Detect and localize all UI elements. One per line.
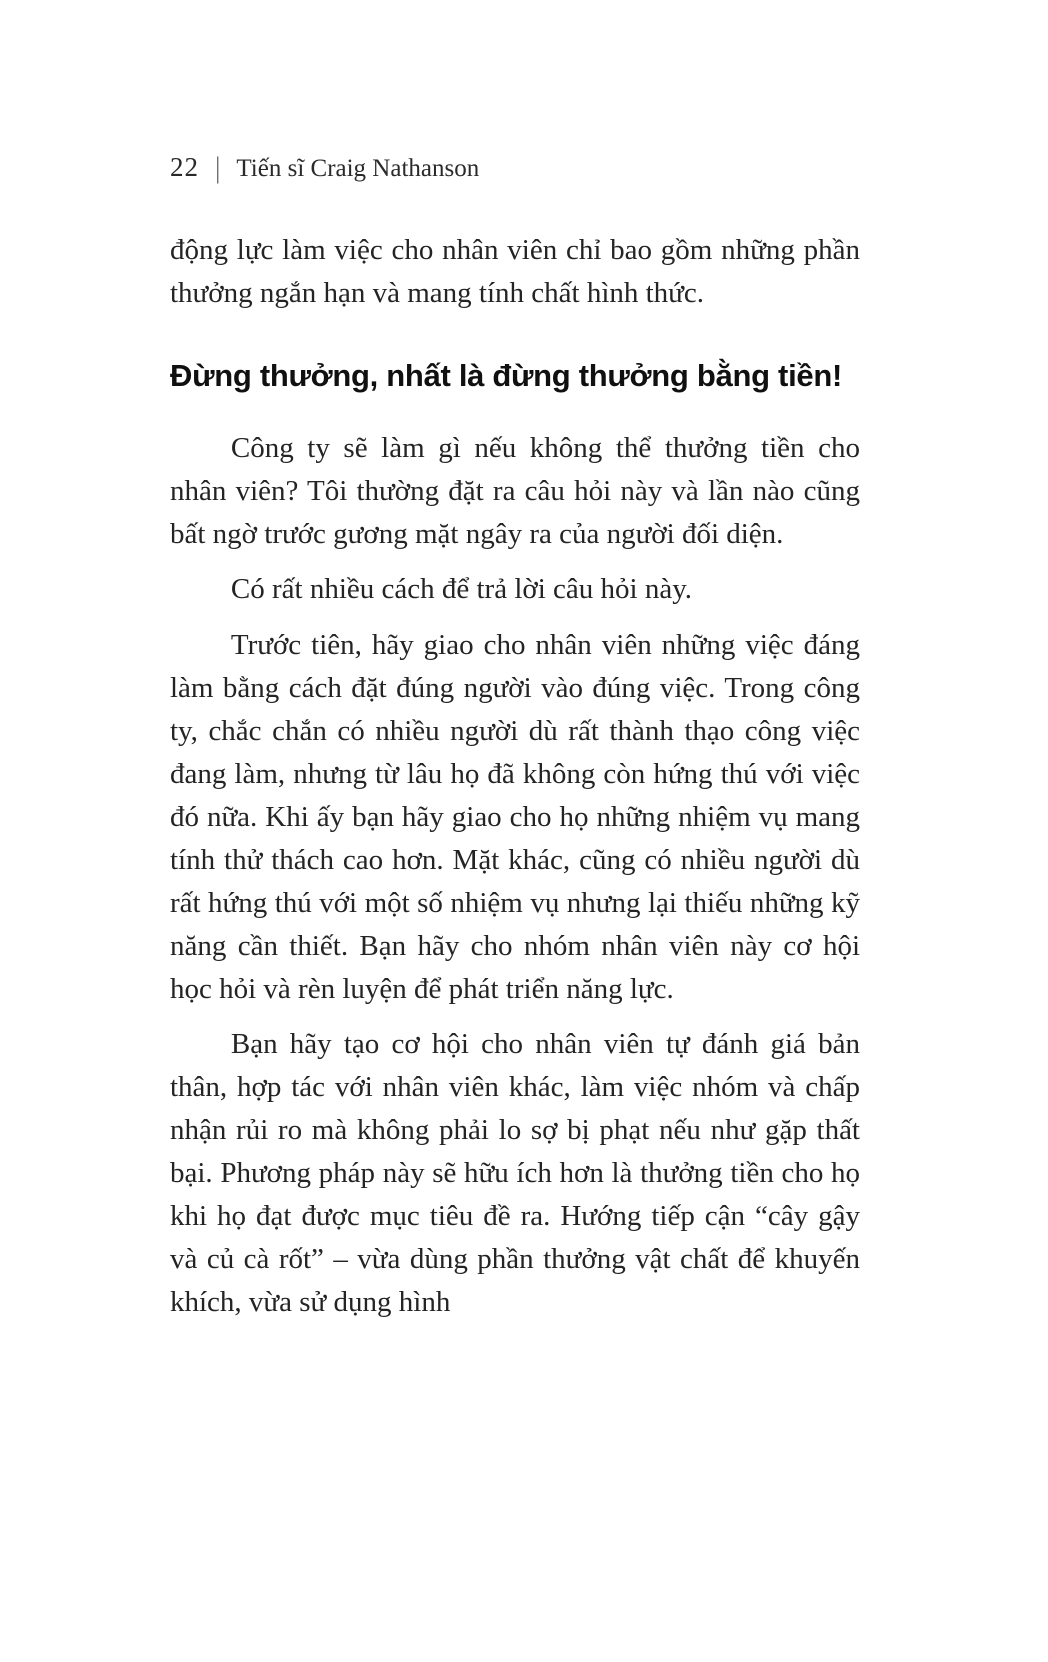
paragraph: Có rất nhiều cách để trả lời câu hỏi này. [230,573,693,606]
page-number: 22 [170,152,199,182]
paragraph-continuation: động lực làm việc cho nhân viên chỉ bao gồm những phần thưởng ngắn hạn và mang tính chất hình thức. [170,234,860,309]
section-heading: Đừng thưởng, nhất là đừng thưởng bằng tiền! [170,357,842,393]
header-separator: | [215,150,221,184]
paragraph: Trước tiên, hãy giao cho nhân viên những việc đáng làm bằng cách đặt đúng người vào đúng việc. Trong công ty, chắc chắn có nhiều người dù rất thành thạo công việc đang làm, nhưng từ lâu họ đã không còn hứng thú với việc đó nữa. Khi ấy bạn hãy giao cho họ những nhiệm vụ mang tính thử thách cao hơn. Mặt khác, cũng có nhiều người dù rất hứng thú với một số nhiệm vụ nhưng lại thiếu những kỹ năng cần thiết. Bạn hãy cho nhóm nhân viên này cơ hội học hỏi và rèn luyện để phát triển năng lực. [170,629,860,1005]
paragraph: Bạn hãy tạo cơ hội cho nhân viên tự đánh giá bản thân, hợp tác với nhân viên khác, làm việc nhóm và chấp nhận rủi ro mà không phải lo sợ bị phạt nếu như gặp thất bại. Phương pháp này sẽ hữu ích hơn là thưởng tiền cho họ khi họ đạt được mục tiêu đề ra. Hướng tiếp cận “cây gậy và củ cà rốt” – vừa dùng phần thưởng vật chất để khuyến khích, vừa sử dụng hình [170,1028,860,1318]
page-body [170,229,860,1324]
author-name: Tiến sĩ Craig Nathanson [236,155,480,182]
page-header [170,152,860,183]
paragraph: Công ty sẽ làm gì nếu không thể thưởng tiền cho nhân viên? Tôi thường đặt ra câu hỏi này và lần nào cũng bất ngờ trước gương mặt ngây ra của người đối diện. [170,431,860,550]
